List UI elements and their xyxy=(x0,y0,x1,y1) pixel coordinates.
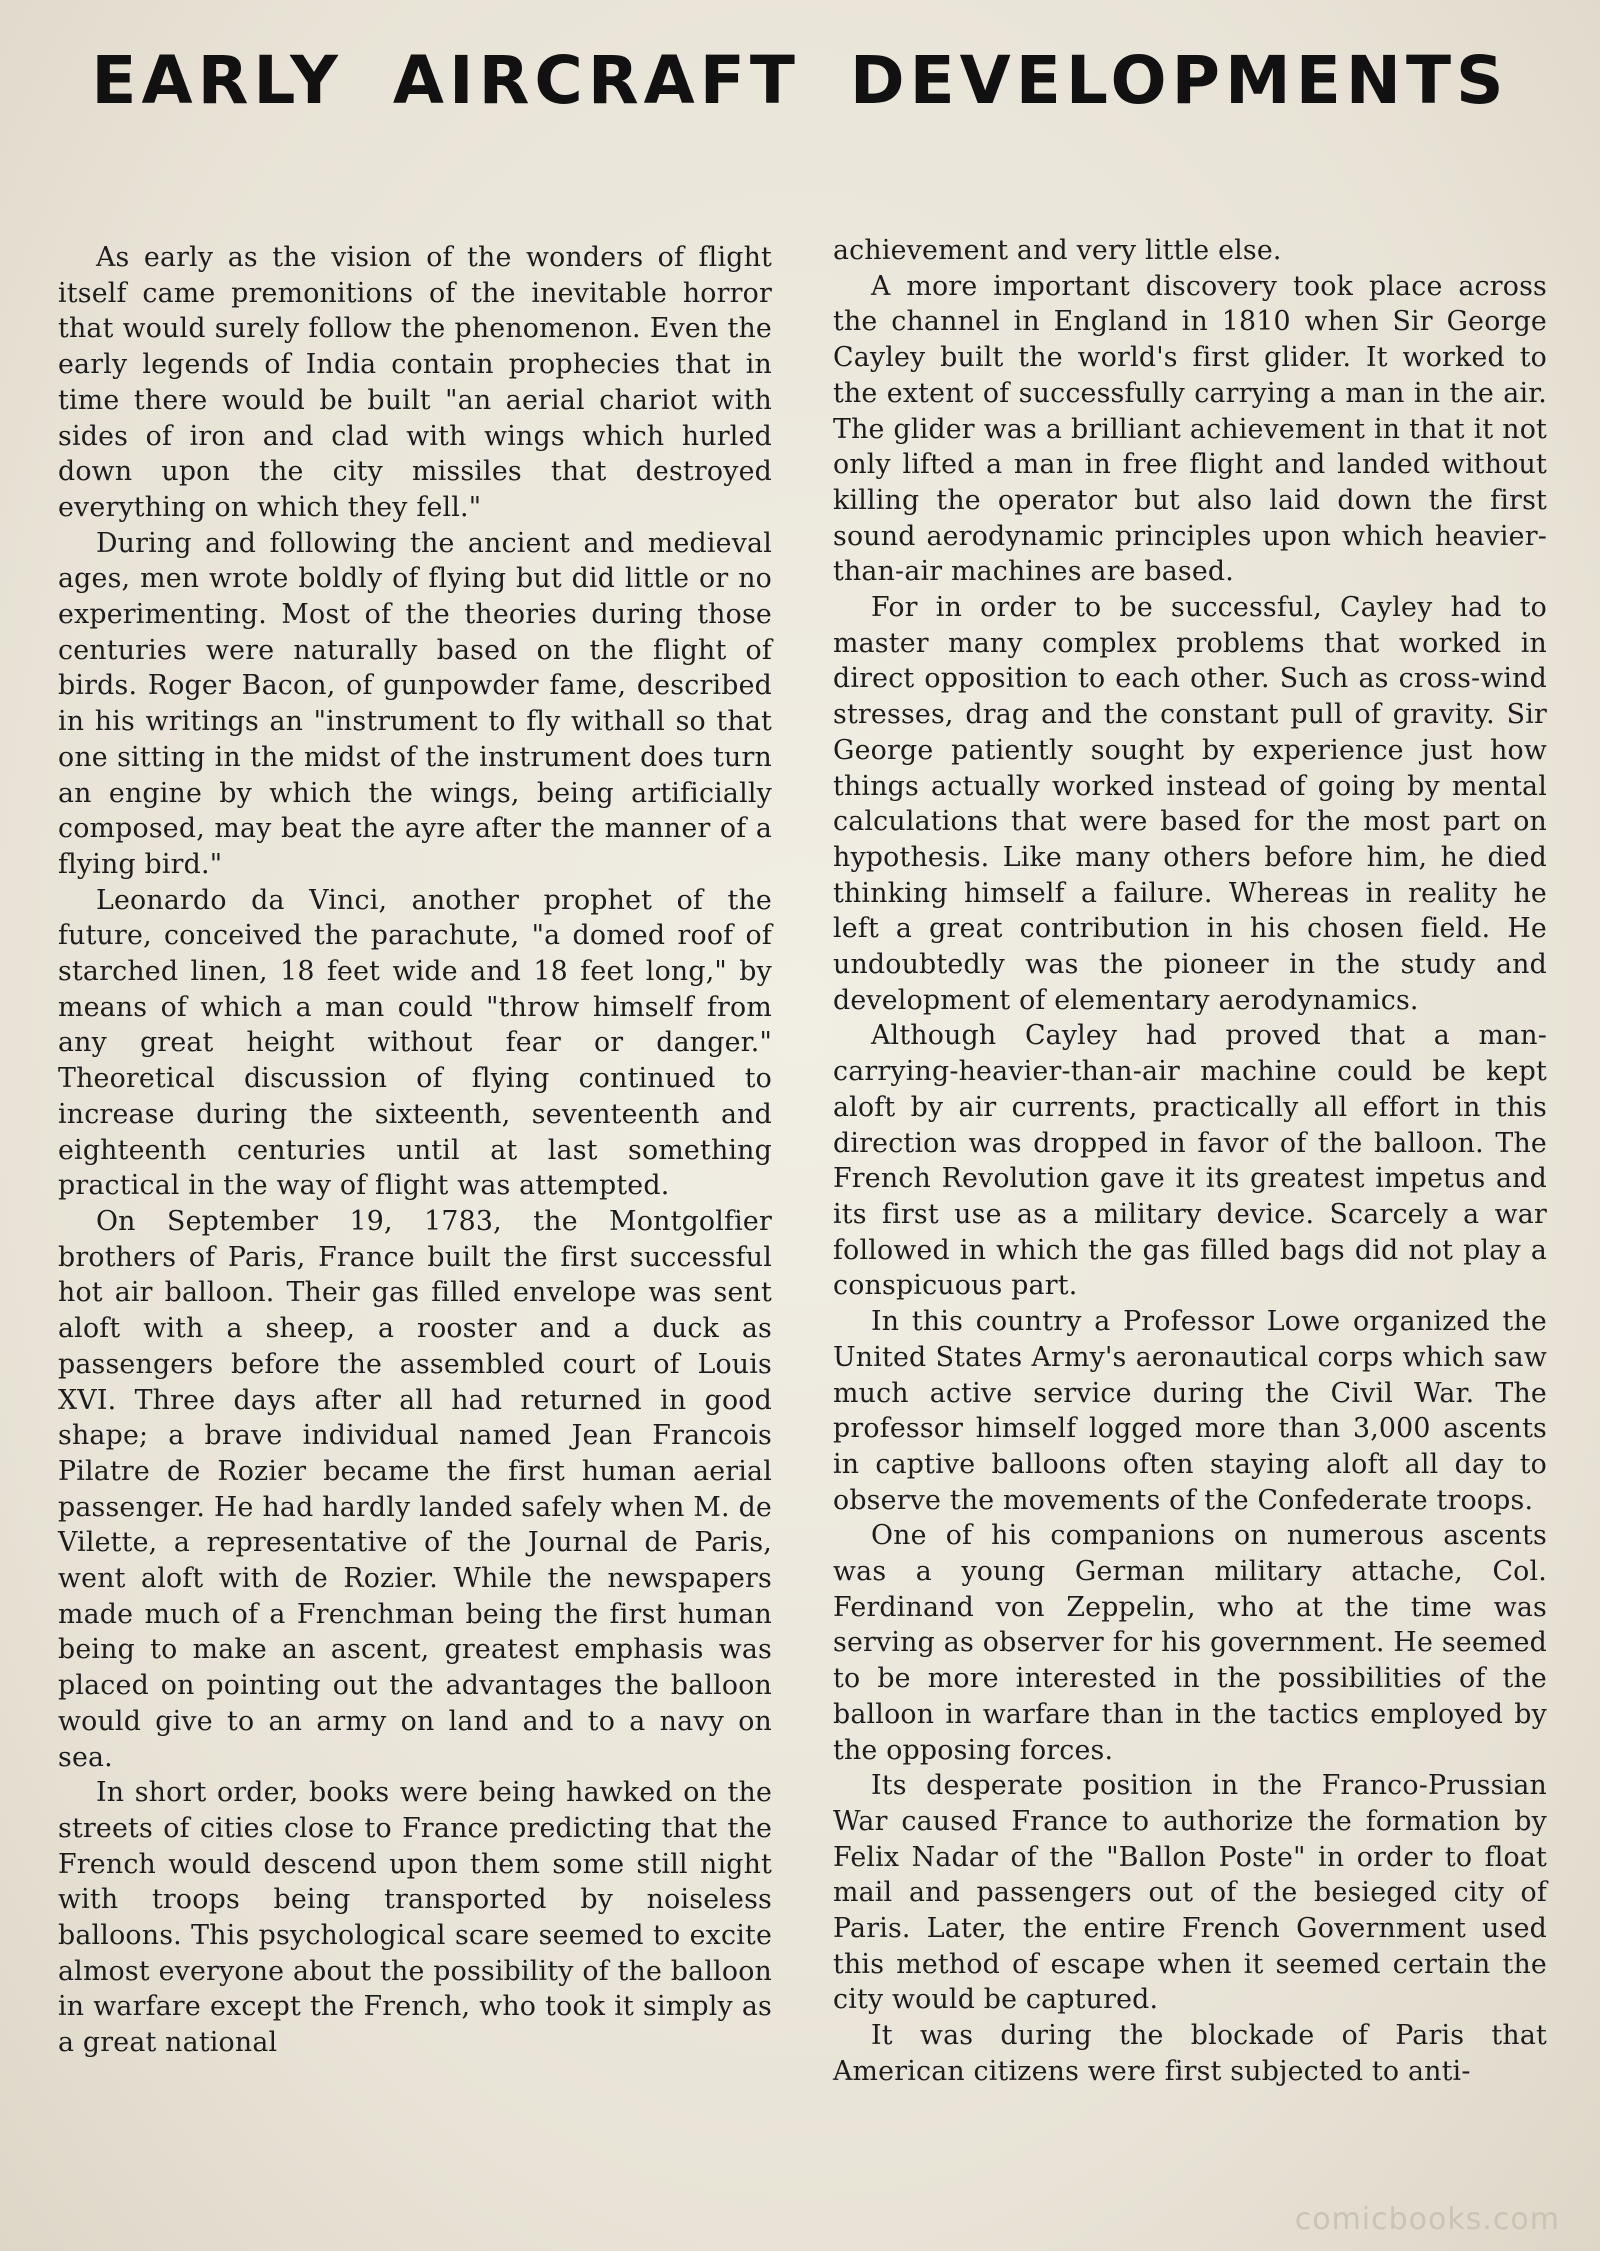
paragraph: On September 19, 1783, the Montgolfier brothers of Paris, France built the first successful hot air balloon. Their gas filled envelope was sent aloft with a sheep, a rooster and a duck as passengers before the assembled court of Louis XVI. Three days after all had returned in good shape; a brave individual named Jean Francois Pilatre de Rozier became the first human aerial passenger. He had hardly landed safely when M. de Vilette, a representative of the Journal de Paris, went aloft with de Rozier. While the newspapers made much of a Frenchman being the first human being to make an ascent, greatest emphasis was placed on pointing out the advantages the balloon would give to an army on land and to a navy on sea. xyxy=(58,1205,772,1773)
paragraph: Leonardo da Vinci, another prophet of the future, conceived the parachute, "a domed roof of starched linen, 18 feet wide and 18 feet long," by means of which a man could "throw himself from any great height without fear or danger." Theoretical discussion of flying continued to increase during the sixteenth, seventeenth and eighteenth centuries until at last something practical in the way of flight was attempted. xyxy=(58,884,772,1202)
left-column xyxy=(58,240,772,2200)
right-column xyxy=(833,233,1547,2193)
watermark: comicbooks.com xyxy=(1294,2202,1560,2237)
paragraph: In short order, books were being hawked on the streets of cities close to France predicting that the French would descend upon them some still night with troops being transported by noiseless balloons. This psychological scare seemed to excite almost everyone about the possibility of the balloon in warfare except the French, who took it simply as a great national xyxy=(58,1777,772,2059)
paragraph: For in order to be successful, Cayley had to master many complex problems that worked in direct opposition to each other. Such as cross-wind stresses, drag and the constant pull of gravity. Sir George patiently sought by experience just how things actually worked instead of going by mental calculations that were based for the most part on hypothesis. Like many others before him, he died thinking himself a failure. Whereas in reality he left a great contribution in his chosen field. He undoubtedly was the pioneer in the study and development of elementary aerodynamics. xyxy=(833,592,1547,1016)
paragraph: Its desperate position in the Franco-Prussian War caused France to authorize the formation by Felix Nadar of the "Ballon Poste" in order to float mail and passengers out of the besieged city of Paris. Later, the entire French Government used this method of escape when it seemed certain the city would be captured. xyxy=(833,1770,1547,2016)
paragraph: It was during the blockade of Paris that American citizens were first subjected to anti- xyxy=(833,2020,1547,2087)
paragraph-continuation: achievement and very little else. xyxy=(833,235,1282,266)
paragraph: In this country a Professor Lowe organized the United States Army's aeronautical corps which saw much active service during the Civil War. The professor himself logged more than 3,000 ascents in captive balloons often staying aloft all day to observe the movements of the Confederate troops. xyxy=(833,1306,1547,1516)
paragraph: A more important discovery took place across the channel in England in 1810 when Sir George Cayley built the world's first glider. It worked to the extent of successfully carrying a man in the air. The glider was a brilliant achievement in that it not only lifted a man in free flight and landed without killing the operator but also laid down the first sound aerodynamic principles upon which heavier-than-air machines are based. xyxy=(833,270,1547,588)
paragraph: During and following the ancient and medieval ages, men wrote boldly of flying but did little or no experimenting. Most of the theories during those centuries were naturally based on the flight of birds. Roger Bacon, of gunpowder fame, described in his writings an "instrument to fly withall so that one sitting in the midst of the instrument does turn an engine by which the wings, being artificially composed, may beat the ayre after the manner of a flying bird." xyxy=(58,527,772,880)
paragraph: Although Cayley had proved that a man-carrying-heavier-than-air machine could be kept aloft by air currents, practically all effort in this direction was dropped in favor of the balloon. The French Revolution gave it its greatest impetus and its first use as a military device. Scarcely a war followed in which the gas filled bags did not play a conspicuous part. xyxy=(833,1020,1547,1302)
article-title: EARLY AIRCRAFT DEVELOPMENTS xyxy=(91,42,1509,119)
paragraph: As early as the vision of the wonders of flight itself came premonitions of the inevitable horror that would surely follow the phenomenon. Even the early legends of India contain prophecies that in time there would be built "an aerial chariot with sides of iron and clad with wings which hurled down upon the city missiles that destroyed everything on which they fell." xyxy=(58,242,772,523)
paragraph: One of his companions on numerous ascents was a young German military attache, Col. Ferdinand von Zeppelin, who at the time was serving as observer for his government. He seemed to be more interested in the possibilities of the balloon in warfare than in the tactics employed by the opposing forces. xyxy=(833,1520,1547,1766)
